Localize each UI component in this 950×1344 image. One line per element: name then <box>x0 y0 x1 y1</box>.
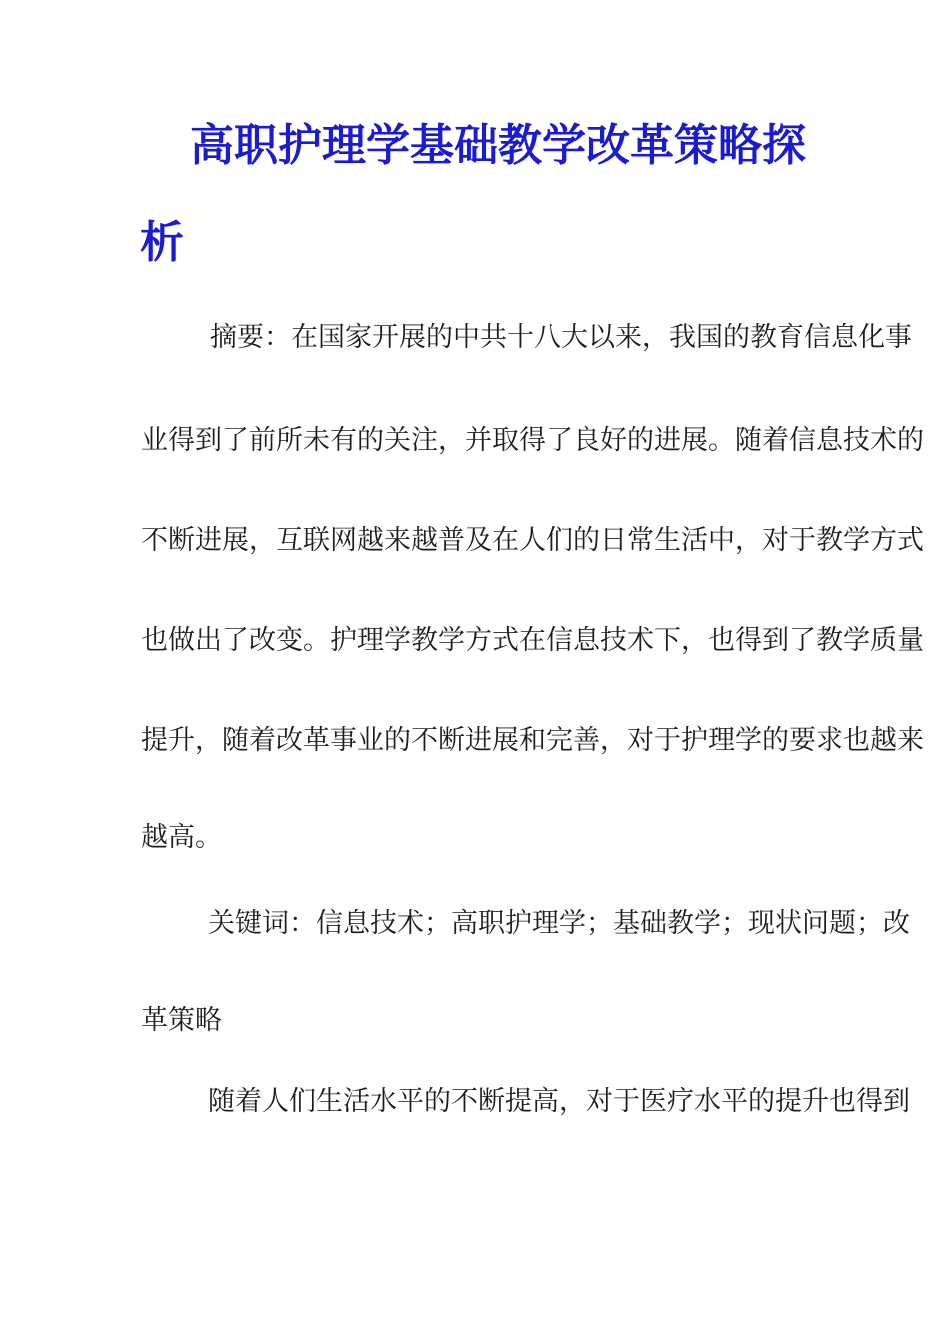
title-line-2: 析 <box>140 218 184 267</box>
body-line-1: 随着人们生活水平的不断提高，对于医疗水平的提升也得到 <box>208 1086 910 1116</box>
abstract-line-1: 摘要：在国家开展的中共十八大以来，我国的教育信息化事 <box>210 322 912 352</box>
abstract-line-4: 也做出了改变。护理学教学方式在信息技术下，也得到了教学质量 <box>141 625 924 655</box>
abstract-line-2: 业得到了前所未有的关注，并取得了良好的进展。随着信息技术的 <box>141 425 924 455</box>
keywords-line-2: 革策略 <box>141 1005 222 1035</box>
abstract-line-3: 不断进展，互联网越来越普及在人们的日常生活中，对于教学方式 <box>141 525 924 555</box>
keywords-line-1: 关键词：信息技术；高职护理学；基础教学；现状问题；改 <box>208 908 910 938</box>
title-line-1: 高职护理学基础教学改革策略探 <box>190 121 806 170</box>
abstract-line-6: 越高。 <box>141 822 222 852</box>
abstract-line-5: 提升，随着改革事业的不断进展和完善，对于护理学的要求也越来 <box>141 725 924 755</box>
